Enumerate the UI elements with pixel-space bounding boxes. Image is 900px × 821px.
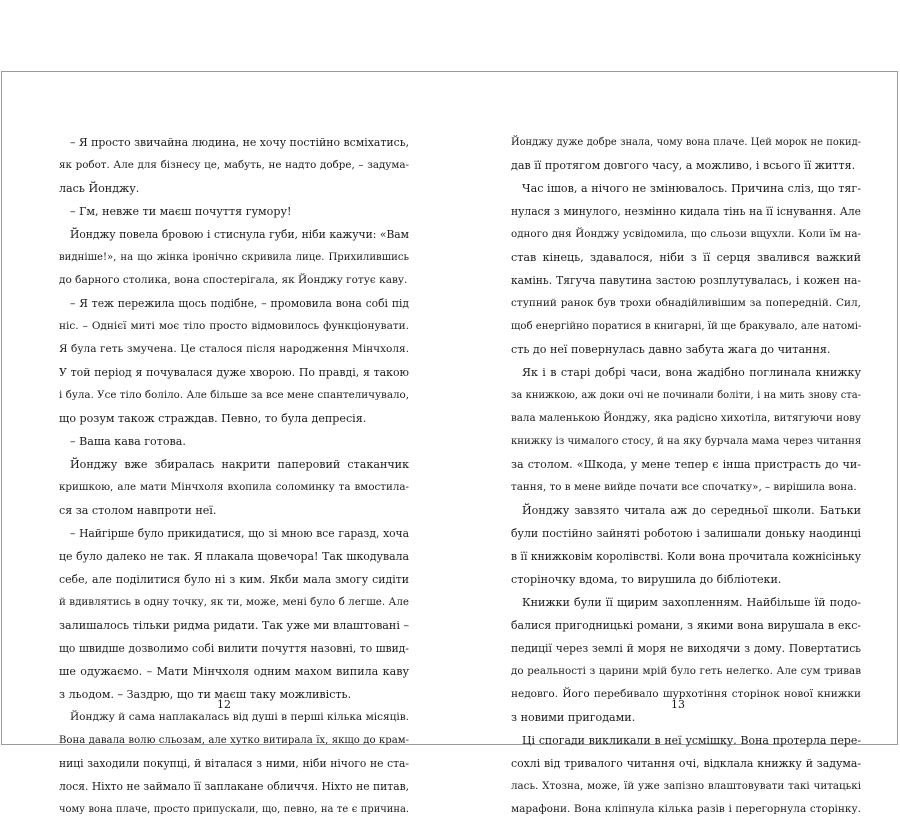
text-line: – Найгірше було прикидатися, що зі мною все гаразд, хоча (70, 527, 409, 540)
text-line: це було далеко не так. Я плакала щовечора! Так шкодувала (59, 550, 409, 563)
text-line: як робот. Але для бізнесу це, мабуть, не надто добре, – задума- (59, 159, 409, 171)
text-line: чому вона плаче, просто припускали, що, певно, на те є причина. (59, 804, 409, 815)
text-line: сторіночку вдома, то вирушила до бібліотеки. (511, 573, 782, 586)
text-line: Йонджу вже збиралась накрити паперовий стаканчик (70, 458, 409, 471)
text-line: за столом. «Шкода, у мене тепер є інша пристрасть до чи- (511, 458, 861, 471)
text-line: були постійно зайняті роботою і залишали доньку наодинці (511, 527, 861, 540)
text-line: У той період я почувалася дуже хворою. По правді, я такою (59, 366, 409, 379)
text-line: в її книжковім королівстві. Коли вона прочитала кожнісіньку (511, 550, 861, 563)
text-line: ше одужаємо. – Мати Мінчхоля одним махом випила каву (59, 665, 409, 678)
text-line: з льодом. – Заздрю, що ти маєш таку можливість. (59, 688, 352, 701)
text-line: Йонджу повела бровою і стиснула губи, ніби кажучи: «Вам (70, 228, 409, 241)
text-line: Час ішов, а нічого не змінювалось. Причина сліз, що тяг- (522, 182, 861, 195)
text-line: себе, але поділитися було ні з ким. Якби мала змогу сидіти (59, 573, 409, 586)
text-line: педиції через землі й моря не виходячи з дому. Повертатись (511, 642, 861, 655)
text-line: камінь. Тягуча павутина застою розплутувалась, і кожен на- (511, 274, 861, 287)
text-line: одного дня Йонджу усвідомила, що сльози вщухли. Коли їм на- (511, 228, 861, 240)
text-line: Йонджу дуже добре знала, чому вона плаче. Цей морок не покид- (511, 137, 861, 148)
text-line: ся за столом навпроти неї. (59, 504, 217, 517)
page-number-right: 13 (671, 698, 685, 711)
text-line: з новими пригодами. (511, 711, 636, 724)
text-line: тання, то в мене вийде почати все спочатку», – вирішила вона. (511, 481, 857, 493)
text-line: недовго. Його перебивало шурхотіння сторінок нової книжки (511, 688, 861, 700)
text-line: кришкою, але мати Мінчхоля вхопила соломинку та вмостила- (59, 481, 409, 493)
text-line: й вдивлятись в одну точку, як ти, може, мені було б легше. Але (59, 596, 409, 608)
text-line: до барного столика, вона спостерігала, як Йонджу готує каву. (59, 274, 408, 286)
text-line: Я була геть змучена. Це сталося після народження Мінчхоля. (59, 343, 409, 355)
text-line: – Ваша кава готова. (70, 435, 186, 448)
right-page (511, 131, 861, 821)
text-line: нулася з минулого, незмінно кидала тінь на її існування. Але (511, 205, 861, 218)
text-line: вала маленькою Йонджу, яка радісно хихотіла, витягуючи нову (511, 412, 861, 424)
left-page (59, 131, 409, 821)
text-line: що розум також страждав. Певно, то була депресія. (59, 412, 367, 425)
text-line: Як і в старі добрі часи, вона жадібно поглинала книжку (522, 366, 861, 379)
text-line: ніс. – Однієї миті моє тіло просто відмовилось функціонувати. (59, 320, 409, 332)
text-line: за книжкою, аж доки очі не починали боліти, і на мить знову ста- (511, 390, 861, 401)
text-line: Книжки були її щирим захопленням. Найбільше їй подо- (522, 596, 861, 609)
text-line: став кінець, здавалося, ніби з її серця звалився важкий (511, 251, 861, 264)
book-spread (1, 71, 898, 815)
text-line: залишалось тільки ридма ридати. Так уже ми влаштовані – (59, 619, 409, 632)
text-line: книжку із чималого стосу, й на яку бурчала мама через читання (511, 436, 861, 447)
text-line: до реальності з царини мрій було геть нелегко. Але сум тривав (511, 665, 861, 677)
text-line: ниці заходили покупці, й віталася з ними, ніби нічого не ста- (59, 757, 409, 770)
text-line: Йонджу й сама наплакалась від душі в перші кілька місяців. (70, 711, 409, 723)
page-number-left: 12 (217, 698, 231, 711)
text-line: Йонджу завзято читала аж до середньої школи. Батьки (522, 504, 861, 517)
text-line: – Я теж пережила щось подібне, – промовила вона собі під (70, 297, 409, 310)
text-line: марафони. Вона кліпнула кілька разів і перегорнула сторінку. (511, 803, 861, 815)
text-line: сть до неї повернулась давно забута жага до читання. (511, 343, 831, 356)
text-line: дав її протягом довгого часу, а можливо, і всього її життя. (511, 159, 856, 172)
text-line: щоб енергійно поратися в книгарні, їй ще бракувало, але натомі- (511, 321, 861, 332)
text-line: виднішe!», на що жінка іронічно скривила лице. Прихилившись (59, 252, 409, 263)
text-line: лась. Хтозна, може, їй уже запізно влаштовувати такі читацькі (511, 780, 861, 792)
text-line: що швидше дозволимо собі вилити почуття назовні, то швид- (59, 642, 409, 655)
text-line: і була. Усе тіло боліло. Але більше за все мене спантеличувало, (59, 389, 409, 401)
text-line: лась Йонджу. (59, 182, 140, 195)
text-line: лося. Ніхто не займало її заплакане обличчя. Ніхто не питав, (59, 780, 409, 793)
text-line: – Я просто звичайна людина, не хочу постійно всміхатись, (70, 136, 409, 149)
text-line: Ці спогади викликали в неї усмішку. Вона протерла пере- (522, 734, 861, 747)
text-line: Вона давала волю сльозам, але хутко витирала їх, якщо до крам- (59, 735, 409, 746)
text-line: ступний ранок був трохи обнадійливішим за попередній. Сил, (511, 297, 861, 309)
text-line: сохлі від тривалого читання очі, відклала книжку й задума- (511, 757, 861, 770)
text-line: – Гм, невже ти маєш почуття гумору! (70, 205, 292, 218)
text-line: балися пригодницькі романи, з якими вона вирушала в екс- (511, 619, 861, 632)
